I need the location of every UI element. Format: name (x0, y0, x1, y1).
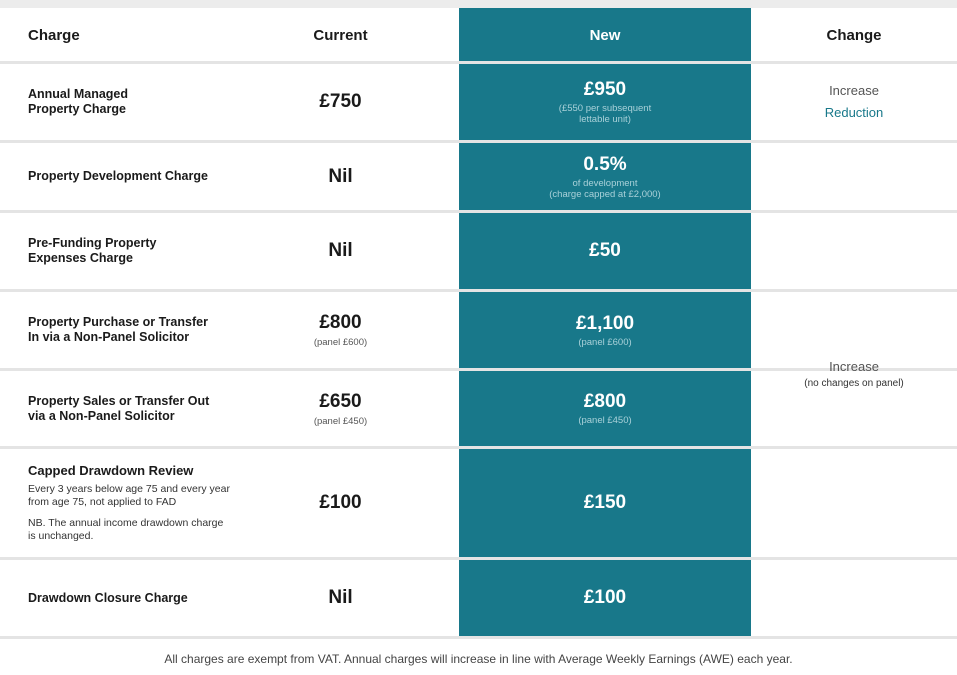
row-pre-funding-new (459, 213, 751, 289)
current-value: £750 (319, 91, 362, 112)
change-increase: Increase (829, 83, 879, 98)
current-value: £650 (319, 390, 362, 412)
new-value-note: (panel £600) (578, 336, 632, 348)
header-charge: Charge (28, 27, 80, 44)
row-annual-managed-new (459, 64, 751, 140)
header-change: Change (826, 27, 882, 44)
new-value: £100 (583, 587, 627, 608)
new-value-note: lettable unit) (579, 114, 631, 125)
charge-name-line: Property Purchase or Transfer (28, 315, 208, 329)
charge-note-line: is unchanged. (28, 530, 94, 542)
charge-name-line: In via a Non-Panel Solicitor (28, 330, 190, 344)
table-bottom-divider (0, 636, 957, 639)
row-annual-managed-current (222, 64, 459, 140)
change-note: (no changes on panel) (804, 378, 904, 389)
vat-footnote: All charges are exempt from VAT. Annual charges will increase in line with Average Weekly Earnings (AWE) each year. (164, 652, 793, 666)
row-property-purchase-new (459, 292, 751, 368)
current-value-note: (panel £450) (313, 415, 368, 427)
charge-name-line: Annual Managed (28, 87, 129, 101)
change-reduction: Reduction (824, 105, 884, 120)
current-value: £800 (319, 312, 362, 333)
charge-name-line: Property Charge (28, 102, 126, 116)
row-capped-drawdown-new (459, 449, 751, 557)
charge-name-line: Property Sales or Transfer Out (28, 393, 210, 408)
charge-description-line: from age 75, not applied to FAD (28, 496, 177, 508)
new-value: £950 (583, 79, 627, 100)
charge-name-line: Pre-Funding Property (28, 236, 157, 250)
charge-description-line: Every 3 years below age 75 and every year (28, 483, 230, 495)
charge-name-line: Property Development Charge (28, 169, 208, 183)
new-value: £800 (583, 391, 627, 412)
current-value: Nil (328, 587, 353, 608)
new-value-note: (charge capped at £2,000) (549, 188, 661, 200)
row-drawdown-closure-current (222, 560, 459, 636)
charge-name-line: Drawdown Closure Charge (28, 590, 188, 605)
current-value-note: (panel £600) (313, 337, 368, 348)
row-property-sales-current (222, 371, 459, 446)
row-property-development-new (459, 143, 751, 210)
charge-name-line: Capped Drawdown Review (28, 463, 194, 478)
new-value: £1,100 (575, 312, 635, 334)
charge-name-line: via a Non-Panel Solicitor (28, 408, 175, 423)
header-new: New (589, 27, 621, 44)
new-value-note: of development (572, 177, 638, 189)
current-value: £100 (319, 492, 362, 513)
row-annual-managed-change (751, 64, 957, 140)
change-increase: Increase (829, 359, 879, 374)
row-property-development-current (222, 143, 459, 210)
charge-note-line: NB. The annual income drawdown charge (28, 517, 224, 529)
charge-name-line: Expenses Charge (28, 251, 133, 265)
new-value-note: (panel £450) (578, 415, 632, 426)
current-value: Nil (328, 165, 353, 187)
row-property-purchase-current (222, 292, 459, 368)
new-value: £150 (583, 492, 627, 513)
top-strip (0, 0, 957, 8)
row-drawdown-closure-new (459, 560, 751, 636)
row-capped-drawdown-current (222, 449, 459, 557)
merged-change-cell (751, 143, 957, 635)
new-value: £50 (589, 240, 621, 261)
header-current: Current (313, 27, 368, 44)
new-value-note: (£550 per subsequent (558, 103, 652, 114)
row-pre-funding-current (222, 213, 459, 289)
row-property-sales-new (459, 371, 751, 446)
new-value: 0.5% (583, 153, 627, 175)
current-value: Nil (328, 240, 353, 261)
